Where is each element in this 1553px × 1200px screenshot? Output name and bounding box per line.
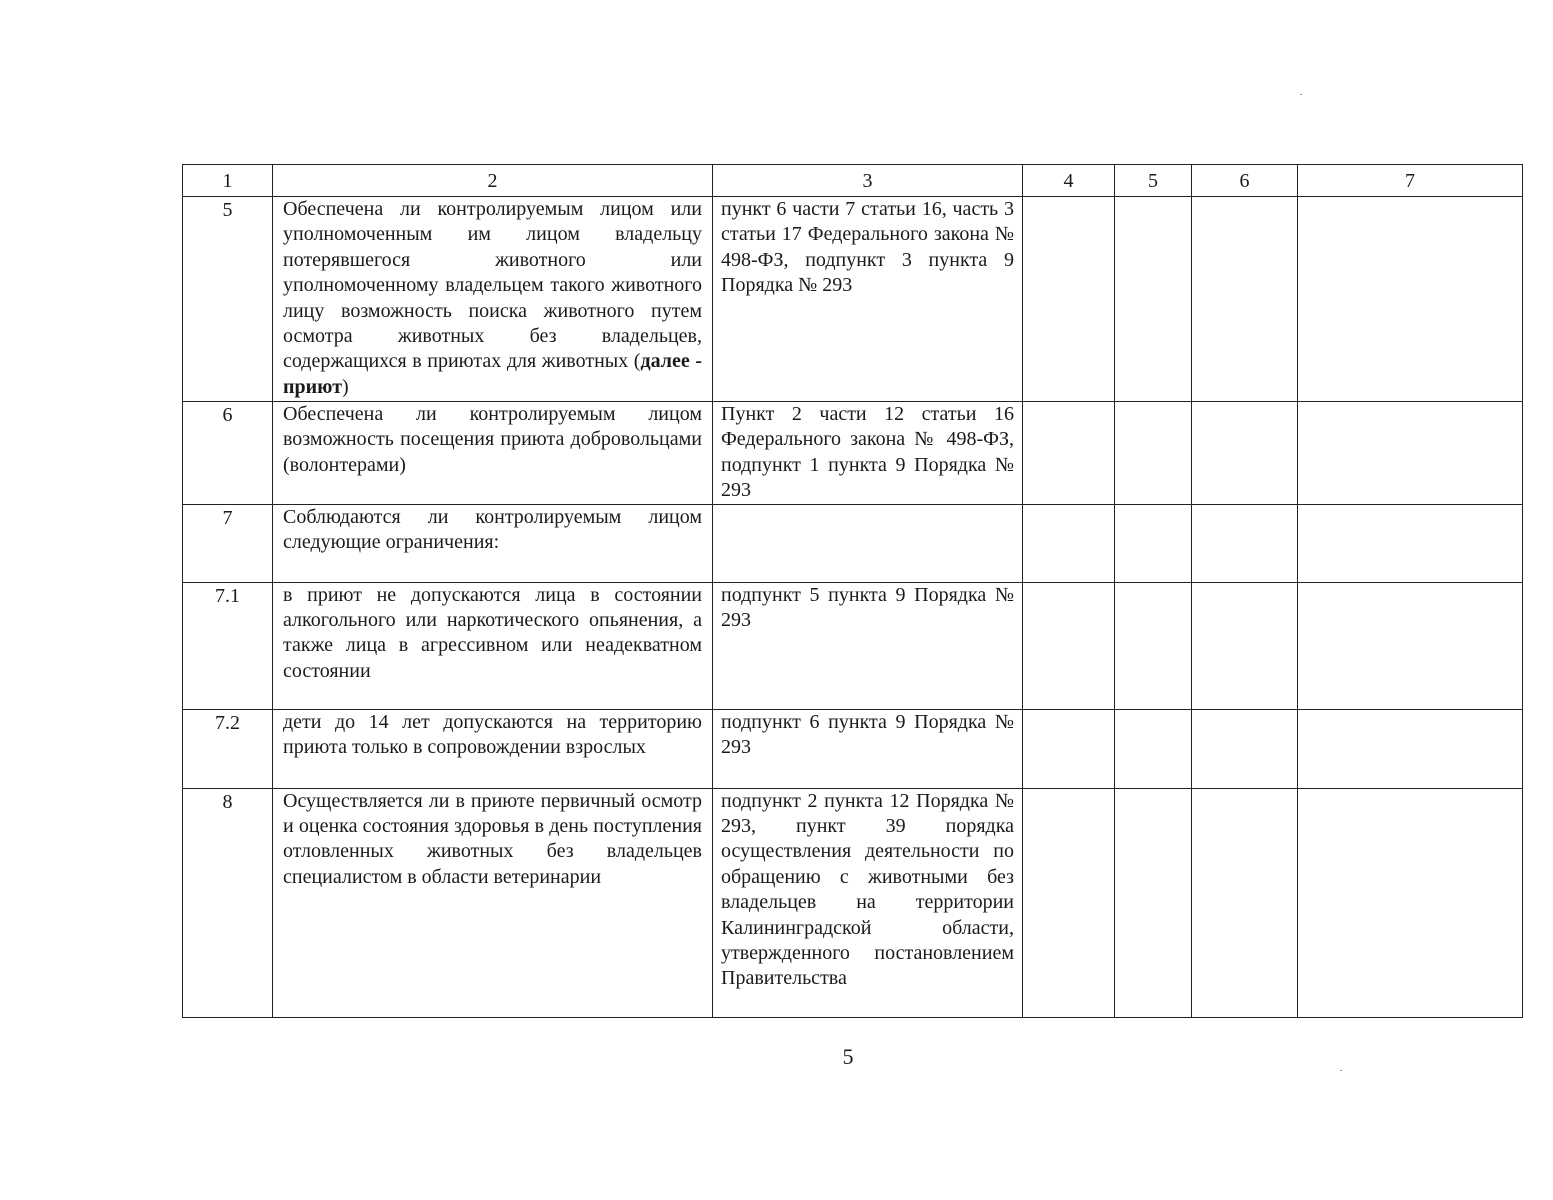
- row-cell-6: [1192, 788, 1298, 1017]
- row-reference: [713, 504, 1023, 582]
- row-cell-7: [1298, 504, 1523, 582]
- header-col-3: 3: [713, 165, 1023, 197]
- row-cell-7: [1298, 197, 1523, 402]
- header-col-5: 5: [1115, 165, 1192, 197]
- scan-speck: [1300, 94, 1302, 95]
- row-reference: подпункт 5 пункта 9 Порядка № 293: [713, 582, 1023, 709]
- table-row: [183, 197, 1523, 402]
- row-cell-7: [1298, 709, 1523, 788]
- table-row: [183, 709, 1523, 788]
- row-cell-4: [1023, 788, 1115, 1017]
- row-cell-4: [1023, 197, 1115, 402]
- row-cell-4: [1023, 504, 1115, 582]
- row-cell-6: [1192, 582, 1298, 709]
- header-col-7: 7: [1298, 165, 1523, 197]
- table-row: [183, 582, 1523, 709]
- row-cell-4: [1023, 582, 1115, 709]
- header-col-4: 4: [1023, 165, 1115, 197]
- header-col-1: 1: [183, 165, 273, 197]
- row-question: Осуществляется ли в приюте первичный осмотр и оценка состояния здоровья в день поступления отловленных животных без владельцев специалистом в области ветеринарии: [273, 788, 713, 1017]
- table-row: [183, 504, 1523, 582]
- row-cell-4: [1023, 709, 1115, 788]
- question-bold-text: далее - приют: [283, 350, 702, 398]
- header-col-6: 6: [1192, 165, 1298, 197]
- row-cell-5: [1115, 504, 1192, 582]
- row-number: 6: [183, 402, 273, 505]
- row-cell-6: [1192, 402, 1298, 505]
- table-row: [183, 402, 1523, 505]
- row-question: Соблюдаются ли контролируемым лицом следующие ограничения:: [273, 504, 713, 582]
- row-cell-5: [1115, 197, 1192, 402]
- row-reference: Пункт 2 части 12 статьи 16 Федерального закона № 498-ФЗ, подпункт 1 пункта 9 Порядка № 293: [713, 402, 1023, 505]
- row-number: 8: [183, 788, 273, 1017]
- row-cell-7: [1298, 788, 1523, 1017]
- row-cell-6: [1192, 197, 1298, 402]
- question-tail-text: ): [342, 375, 349, 398]
- row-question: Обеспечена ли контролируемым лицом возможность посещения приюта добровольцами (волонтерами): [273, 402, 713, 505]
- scan-speck: [1340, 1070, 1342, 1071]
- row-cell-6: [1192, 709, 1298, 788]
- row-cell-5: [1115, 402, 1192, 505]
- row-question: в приют не допускаются лица в состоянии алкогольного или наркотического опьянения, а также лица в агрессивном или неадекватном состоянии: [273, 582, 713, 709]
- row-cell-7: [1298, 582, 1523, 709]
- row-question: [273, 197, 713, 402]
- row-number: 5: [183, 197, 273, 402]
- row-number: 7: [183, 504, 273, 582]
- row-cell-6: [1192, 504, 1298, 582]
- checklist-table: [182, 164, 1523, 1018]
- row-reference: подпункт 6 пункта 9 Порядка № 293: [713, 709, 1023, 788]
- row-number: 7.1: [183, 582, 273, 709]
- row-cell-5: [1115, 788, 1192, 1017]
- row-cell-5: [1115, 709, 1192, 788]
- row-question: дети до 14 лет допускаются на территорию приюта только в сопровождении взрослых: [273, 709, 713, 788]
- row-reference: пункт 6 части 7 статьи 16, часть 3 статьи 17 Федерального закона № 498-ФЗ, подпункт 3 пункта 9 Порядка № 293: [713, 197, 1023, 402]
- row-cell-5: [1115, 582, 1192, 709]
- header-col-2: 2: [273, 165, 713, 197]
- table-row: [183, 788, 1523, 1017]
- header-row: [183, 165, 1523, 197]
- page-number: 5: [842, 1044, 854, 1069]
- row-number: 7.2: [183, 709, 273, 788]
- row-reference: подпункт 2 пункта 12 Порядка № 293, пункт 39 порядка осуществления деятельности по обращению с животными без владельцев на территории Калининградской области, утвержденного постановлением Правительства: [713, 788, 1023, 1017]
- question-text: Обеспечена ли контролируемым лицом или уполномоченным им лицом владельцу потерявшегося животного или уполномоченному владельцем такого животного лицу возможность поиска животного путем осмотра животных без владельцев, содержащихся в приютах для животных (: [283, 198, 702, 373]
- row-cell-7: [1298, 402, 1523, 505]
- row-cell-4: [1023, 402, 1115, 505]
